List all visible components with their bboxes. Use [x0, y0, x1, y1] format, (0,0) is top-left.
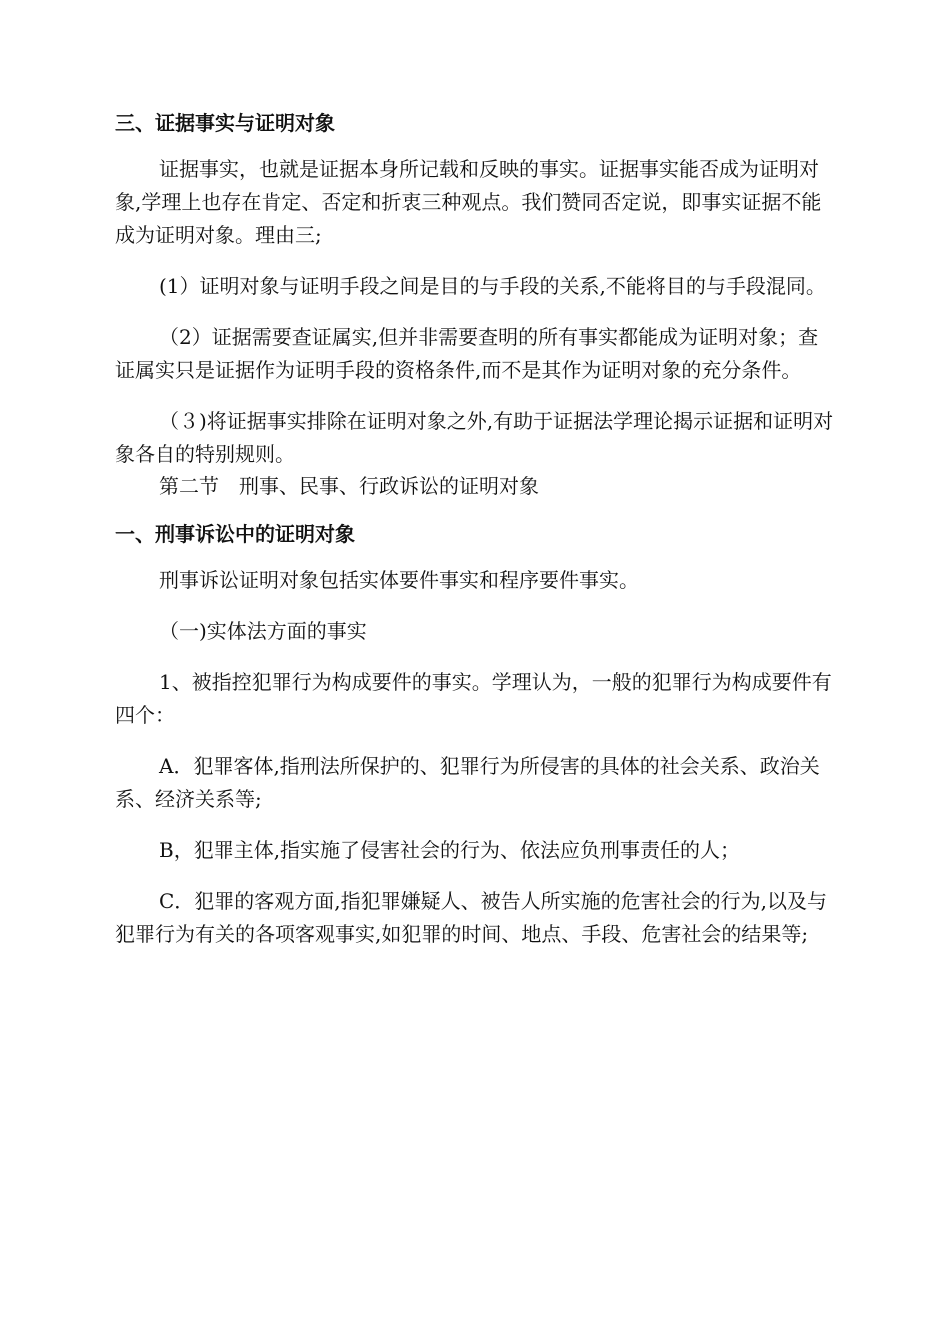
paragraph-criminal-intro: 刑事诉讼证明对象包括实体要件事实和程序要件事实。: [159, 568, 639, 592]
paragraph-reason-3: （３)将证据事实排除在证明对象之外,有助于证据法学理论揭示证据和证明对象各自的特别规则。: [115, 409, 834, 466]
document-page: [115, 108, 835, 951]
heading-criminal-proof: 一、刑事诉讼中的证明对象: [115, 522, 355, 546]
heading-evidence-facts: 三、证据事实与证明对象: [115, 111, 335, 135]
paragraph-reason-2: （2）证据需要查证属实,但并非需要查明的所有事实都能成为证明对象；查证属实只是证据作为证明手段的资格条件,而不是其作为证明对象的充分条件。: [115, 325, 819, 382]
paragraph-constitutive-elements: 1、被指控犯罪行为构成要件的事实。学理认为，一般的犯罪行为构成要件有四个：: [115, 670, 832, 727]
paragraph-objective-aspect: C．犯罪的客观方面,指犯罪嫌疑人、被告人所实施的危害社会的行为,以及与犯罪行为有关的各项客观事实,如犯罪的时间、地点、手段、危害社会的结果等;: [115, 889, 828, 946]
paragraph-substantive-facts: （一)实体法方面的事实: [159, 619, 367, 643]
paragraph-evidence-facts: 证据事实，也就是证据本身所记载和反映的事实。证据事实能否成为证明对象,学理上也存在肯定、否定和折衷三种观点。我们赞同否定说，即事实证据不能成为证明对象。理由三;: [115, 157, 822, 247]
paragraph-reason-1: (1）证明对象与证明手段之间是目的与手段的关系,不能将目的与手段混同。: [159, 274, 826, 298]
paragraph-crime-subject: B，犯罪主体,指实施了侵害社会的行为、依法应负刑事责任的人；: [159, 838, 741, 862]
paragraph-crime-object: A．犯罪客体,指刑法所保护的、犯罪行为所侵害的具体的社会关系、政治关系、经济关系等;: [115, 754, 820, 811]
section-title: 第二节 刑事、民事、行政诉讼的证明对象: [159, 474, 539, 498]
